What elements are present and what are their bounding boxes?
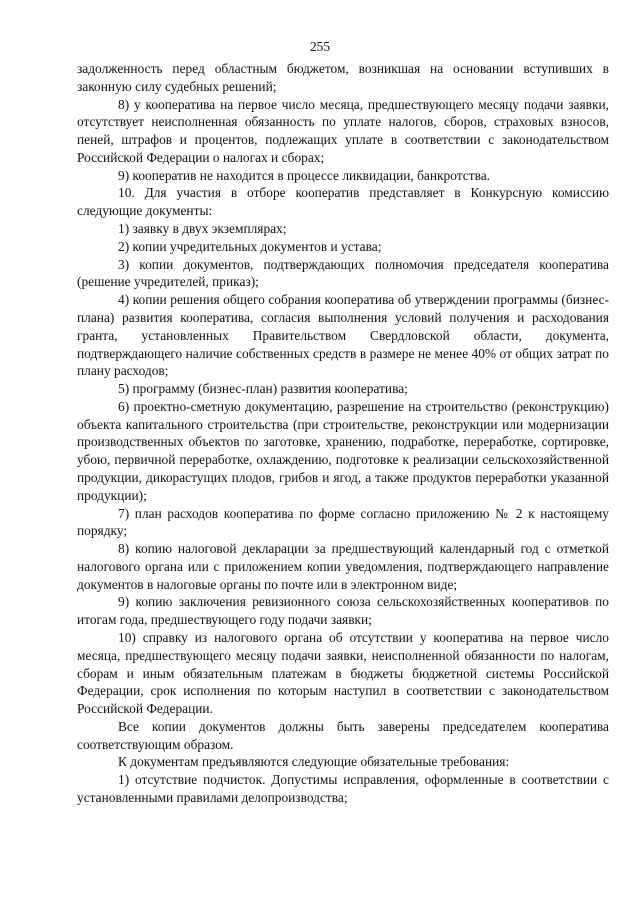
paragraph: 10. Для участия в отборе кооператив представляет в Конкурсную комиссию следующие документы:: [77, 185, 609, 219]
list-item: 4) копии решения общего собрания кооператива об утверждении программы (бизнес-плана) развития кооператива, согласия выполнения условий получения и расходования гранта, установленных Правительством Свердловской области, документа, подтверждающего наличие собственных средств в размере не менее 40% от общих затрат по плану расходов;: [77, 292, 609, 379]
list-item: 8) копию налоговой декларации за предшествующий календарный год с отметкой налогового органа или с приложением копии уведомления, подтверждающего направление документов в налоговые органы по почте или в электронном виде;: [77, 541, 609, 592]
paragraph: 9) кооператив не находится в процессе ликвидации, банкротства.: [118, 167, 491, 183]
list-item: 10) справку из налогового органа об отсутствии у кооператива на первое число месяца, предшествующего месяцу подачи заявки, неисполненной обязанности по налогам, сборам и иным обязательным платежам в бюджеты бюджетной системы Российской Федерации, срок исполнения по которым наступил в соответствии с законодательством Российской Федерации.: [77, 630, 609, 717]
list-item: 6) проектно-сметную документацию, разрешение на строительство (реконструкцию) объекта капитального строительства (при строительстве, реконструкции или модернизации производственных объектов по заготовке, хранению, подработке, переработке, сортировке, убою, первичной переработке, охлаждению, подготовке к реализации сельскохозяйственной продукции, дикорастущих плодов, грибов и ягод, а также продуктов переработки указанной продукции);: [77, 398, 609, 503]
list-item: 9) копию заключения ревизионного союза сельскохозяйственных кооперативов по итогам года, предшествующего году подачи заявки;: [77, 594, 609, 628]
paragraph: задолженность перед областным бюджетом, возникшая на основании вступивших в законную силу судебных решений;: [77, 61, 609, 94]
list-item: 1) отсутствие подчисток. Допустимы исправления, оформленные в соответствии с установленными правилами делопроизводства;: [77, 772, 609, 806]
paragraph: 8) у кооператива на первое число месяца, предшествующего месяцу подачи заявки, отсутствует неисполненная обязанность по уплате налогов, сборов, страховых взносов, пеней, штрафов и процентов, подлежащих уплате в соответствии с законодательством Российской Федерации о налогах и сборах;: [77, 96, 609, 165]
page-number: 255: [309, 39, 331, 54]
list-item: 3) копии документов, подтверждающих полномочия председателя кооператива (решение учредителей, приказ);: [77, 256, 609, 290]
list-item: 2) копии учредительных документов и устава;: [118, 238, 382, 254]
paragraph: К документам предъявляются следующие обязательные требования:: [118, 754, 510, 770]
document-body: [77, 60, 609, 807]
paragraph: Все копии документов должны быть заверены председателем кооператива соответствующим образом.: [77, 718, 609, 752]
list-item: 7) план расходов кооператива по форме согласно приложению № 2 к настоящему порядку;: [77, 505, 609, 539]
list-item: 1) заявку в двух экземплярах;: [118, 221, 287, 237]
list-item: 5) программу (бизнес-план) развития кооператива;: [118, 381, 408, 397]
